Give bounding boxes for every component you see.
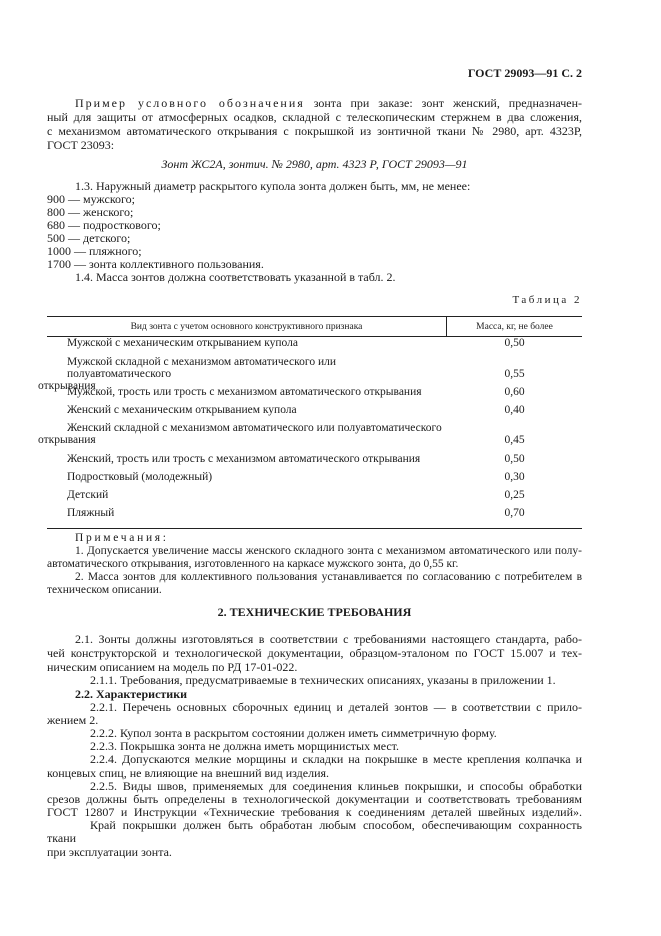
clause-2-1 — [47, 632, 582, 674]
note-line: автоматического открывания, изготовленного на каркасе мужского зонта, до 0,55 кг. — [47, 557, 459, 570]
clause-line: жением 2. — [47, 712, 99, 727]
clause-1-4: 1.4. Масса зонтов должна соответствовать указанной в табл. 2. — [75, 270, 396, 285]
diameter-item: 500 — детского; — [47, 230, 131, 245]
table-row-label: Мужской, трость или трость с механизмом автоматического открывания — [67, 386, 422, 398]
clause-2-1-1: 2.1.1. Требования, предусматриваемые в технических описаниях, указаны в приложении 1. — [90, 673, 556, 688]
diameter-item: 800 — женского; — [47, 204, 134, 219]
clause-line: 2.2.1. Перечень основных сборочных единиц и деталей зонтов — в соответствии с прило- — [90, 699, 582, 714]
table-row-label: Мужской складной с механизмом автоматического или полуавтоматического — [67, 356, 337, 380]
diameter-item: 680 — подросткового; — [47, 217, 161, 232]
clause-line: 2.2.5. Виды швов, применяемых для соединения клиньев покрышки, и способы обработки — [90, 778, 582, 793]
clause-line: срезов должны быть определены в технологической документации и соответствовать требованиям — [47, 791, 582, 806]
table-row-mass: 0,45 — [504, 434, 525, 446]
clause-1-3-heading: 1.3. Наружный диаметр раскрытого купола зонта должен быть, мм, не менее: — [75, 178, 471, 193]
clause-line: ГОСТ 12807 и Инструкции «Технические требования к соединениям деталей швейных изделий». — [47, 805, 582, 820]
intro-line: ГОСТ 23093: — [47, 138, 115, 152]
table-row-mass: 0,70 — [504, 507, 525, 519]
table-row-mass: 0,50 — [504, 453, 525, 465]
table-row-label: Женский, трость или трость с механизмом автоматического открывания — [67, 453, 421, 465]
intro-line: с механизмом автоматического открывания с покрышкой из зонтичной ткани № 2980, арт. 4323Р, — [47, 124, 582, 138]
table-header-type: Вид зонта с учетом основного конструктивного признака — [130, 321, 363, 332]
table-row-label: Подростковый (молодежный) — [67, 471, 213, 483]
designation-formula: Зонт ЖС2А, зонтич. № 2980, арт. 4323 Р, ГОСТ 29093—91 — [161, 157, 468, 171]
clause-line: 2.2.4. Допускаются мелкие морщины и складки на покрышке в месте крепления колпачка и — [90, 752, 582, 767]
intro-line: ный для защиты от атмосферных осадков, складной с телескопическим стержнем в два сложения, — [47, 110, 582, 124]
clause-line: чей конструкторской и технологической документации, образцом-эталоном по ГОСТ 15.007 и тех- — [47, 646, 582, 660]
table-notes — [47, 532, 582, 597]
table-row-mass: 0,30 — [504, 471, 525, 483]
table-row-label: Пляжный — [67, 507, 115, 519]
section-2-title: 2. ТЕХНИЧЕСКИЕ ТРЕБОВАНИЯ — [217, 605, 412, 619]
table-caption: Таблица 2 — [512, 294, 582, 306]
note-line: 1. Допускается увеличение массы женского складного зонта с механизмом автоматического или полу- — [75, 544, 582, 557]
table-row-label: Детский — [67, 489, 109, 501]
table-row-mass: 0,55 — [504, 368, 525, 380]
doc-reference: ГОСТ 29093—91 С. 2 — [467, 66, 582, 80]
table-row-mass: 0,40 — [504, 404, 525, 416]
clause-2-2-heading: 2.2. Характеристики — [75, 686, 188, 701]
notes-title: Примечания: — [75, 531, 169, 544]
table-row-mass: 0,25 — [504, 489, 525, 501]
section-2-clauses — [47, 674, 582, 858]
note-line: техническом описании. — [47, 583, 162, 596]
table-row-label: Мужской с механическим открыванием купола — [67, 337, 298, 349]
note-line: 2. Масса зонтов для коллективного пользования устанавливается по согласованию с потребителем в — [75, 570, 582, 583]
table-row-label: Женский с механическим открыванием купола — [67, 404, 297, 416]
table-row-label: открывания — [38, 434, 96, 446]
clause-line: 2.1. Зонты должны изготовляться в соответствии с требованиями настоящего стандарта, рабо- — [75, 632, 582, 646]
designation-example-paragraph — [47, 96, 582, 152]
intro-line — [47, 96, 582, 110]
clause-line: Край покрышки должен быть обработан любым способом, обеспечивающим сохранность ткани — [47, 818, 582, 846]
table-row-label: открывания — [38, 380, 96, 392]
intro-line-text: зонта при заказе: зонт женский, предназначен- — [313, 96, 582, 110]
clause-line: концевых спиц, не влияющие на внешний вид изделия. — [47, 765, 330, 780]
clause-2-2-2: 2.2.2. Купол зонта в раскрытом состоянии должен иметь симметричную форму. — [90, 726, 497, 741]
table-bottom-rule — [47, 528, 582, 530]
intro-lead: Пример условного обозначения — [75, 96, 305, 110]
diameter-item: 1000 — пляжного; — [47, 243, 142, 258]
diameter-item: 1700 — зонта коллективного пользования. — [47, 257, 264, 272]
table-row-mass: 0,60 — [504, 386, 525, 398]
clause-line: при эксплуатации зонта. — [47, 844, 172, 859]
diameter-item: 900 — мужского; — [47, 191, 136, 206]
clause-1-3 — [47, 180, 582, 285]
table-row-label: Женский складной с механизмом автоматического или полуавтоматического — [67, 422, 442, 434]
table-row-mass: 0,50 — [504, 337, 525, 349]
clause-line: ническим описанием на модель по РД 17-01-022. — [47, 660, 298, 674]
table-header-mass: Масса, кг, не более — [476, 321, 553, 332]
clause-2-2-3: 2.2.3. Покрышка зонта не должна иметь морщинистых мест. — [90, 739, 399, 754]
